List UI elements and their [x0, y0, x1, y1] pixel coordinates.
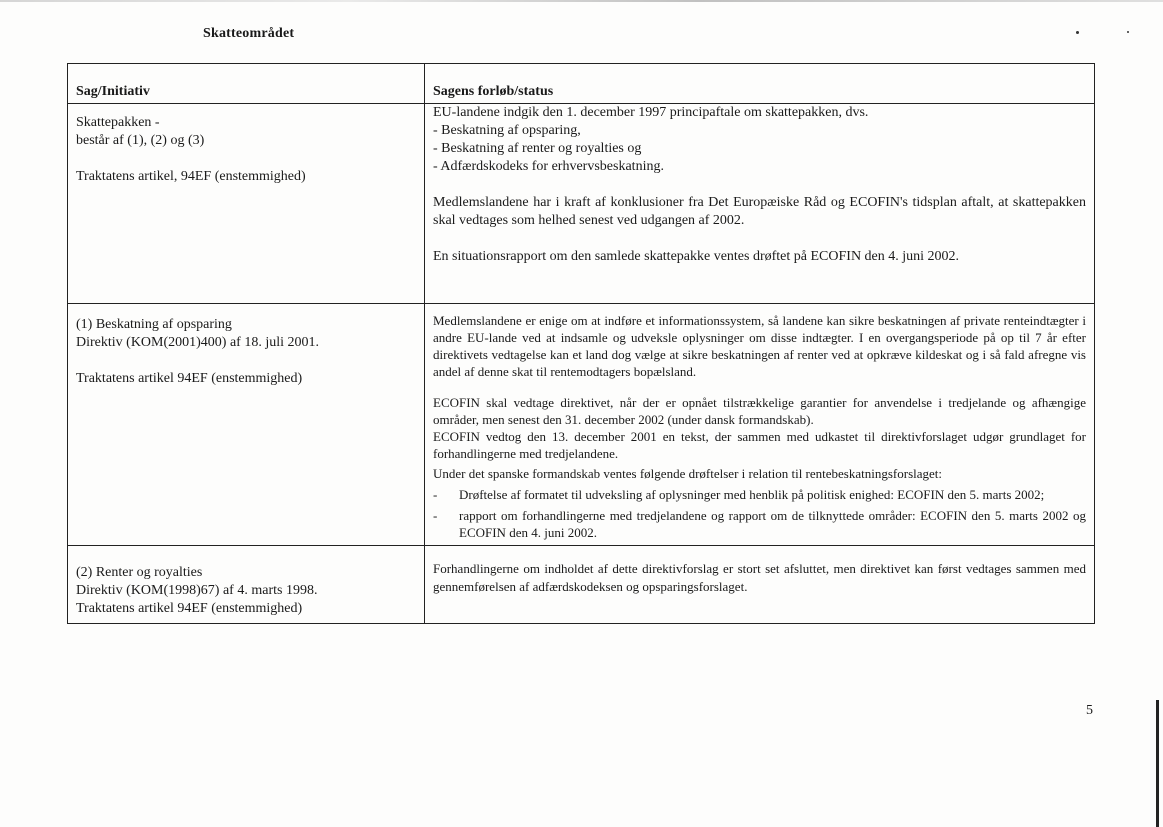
- initiative-title: Skattepakken -: [76, 115, 160, 130]
- scan-right-edge: [1156, 700, 1159, 827]
- status-list-item: - Adfærdskodeks for erhvervsbeskatning.: [433, 159, 664, 174]
- treaty-article: Traktatens artikel 94EF (enstemmighed): [76, 371, 303, 386]
- status-paragraph: En situationsrapport om den samlede skattepakke ventes drøftet på ECOFIN den 4. juni 2002.: [433, 249, 960, 264]
- status-paragraph: Medlemslandene har i kraft af konklusioner fra Det Europæiske Råd og ECOFIN's tidsplan aftalt, at skattepakken skal vedtages som helhed senest ved udgangen af 2002.: [433, 195, 1086, 228]
- initiative-detail: består af (1), (2) og (3): [76, 133, 205, 148]
- treaty-article: Traktatens artikel, 94EF (enstemmighed): [76, 169, 306, 184]
- scan-speck: [1076, 31, 1079, 34]
- status-paragraph: ECOFIN vedtog den 13. december 2001 en tekst, der sammen med udkastet til direktivforslaget udgør grundlaget for forhandlingerne med tredjelandene.: [433, 429, 1086, 461]
- initiative-title: (2) Renter og royalties: [76, 565, 203, 580]
- status-cell: [425, 304, 1095, 546]
- status-bullet: [433, 486, 1086, 503]
- status-list-item: - Beskatning af opsparing,: [433, 123, 581, 138]
- table-header-row: [68, 64, 1095, 104]
- bullet-text: Drøftelse af formatet til udveksling af oplysninger med henblik på politisk enighed: ECOFIN den 5. marts 2002;: [459, 487, 1045, 502]
- status-bullet: [433, 507, 1086, 541]
- bullet-dash: -: [433, 487, 438, 502]
- scan-top-edge: [0, 0, 1163, 2]
- table-row: [68, 104, 1095, 304]
- status-cell: [425, 546, 1095, 624]
- status-list-item: - Beskatning af renter og royalties og: [433, 141, 642, 156]
- initiative-cell: [68, 104, 425, 304]
- status-paragraph: Forhandlingerne om indholdet af dette direktivforslag er stort set afsluttet, men direktivet kan først vedtages sammen med gennemførelsen af adfærdskodeksen og opsparingsforslaget.: [433, 561, 1086, 594]
- page-number: 5: [1086, 703, 1093, 718]
- bullet-text: rapport om forhandlingerne med tredjelandene og rapport om de tilknyttede områder: ECOFIN den 5. marts 2002 og ECOFIN den 4. juni 2002.: [459, 508, 1086, 540]
- column-header-status: Sagens forløb/status: [425, 64, 1095, 104]
- initiative-detail: Direktiv (KOM(1998)67) af 4. marts 1998.: [76, 583, 318, 598]
- status-paragraph: ECOFIN skal vedtage direktivet, når der er opnået tilstrækkelige garantier for anvendelse i tredjelande og afhængige områder, men senest den 31. december 2002 (under dansk formandskab).: [433, 395, 1086, 427]
- bullet-dash: -: [433, 508, 438, 523]
- initiative-cell: [68, 304, 425, 546]
- column-header-initiative: Sag/Initiativ: [68, 64, 425, 104]
- table-row: [68, 546, 1095, 624]
- initiative-cell: [68, 546, 425, 624]
- initiative-detail: Direktiv (KOM(2001)400) af 18. juli 2001.: [76, 335, 320, 350]
- status-paragraph: Under det spanske formandskab ventes følgende drøftelser i relation til rentebeskatningsforslaget:: [433, 466, 943, 481]
- page-title: Skatteområdet: [203, 26, 295, 41]
- status-paragraph: Medlemslandene er enige om at indføre et informationssystem, så landene kan sikre beskatningen af private renteindtægter i andre EU-lande ved at indsamle og udveksle oplysninger om disse indtægter. I en overgangsperiode på op til 7 år efter direktivets vedtagelse kan et land dog vælge at sikre beskatningen af renter ved at opkræve kildeskat og i så fald afregne vis andel af denne skat til rentemodtagers bopælsland.: [433, 313, 1086, 379]
- status-cell: [425, 104, 1095, 304]
- table-row: [68, 304, 1095, 546]
- initiative-title: (1) Beskatning af opsparing: [76, 317, 232, 332]
- scan-speck: [1127, 31, 1129, 33]
- status-paragraph: EU-landene indgik den 1. december 1997 principaftale om skattepakken, dvs.: [433, 105, 869, 120]
- status-table: [67, 63, 1095, 624]
- treaty-article: Traktatens artikel 94EF (enstemmighed): [76, 601, 303, 616]
